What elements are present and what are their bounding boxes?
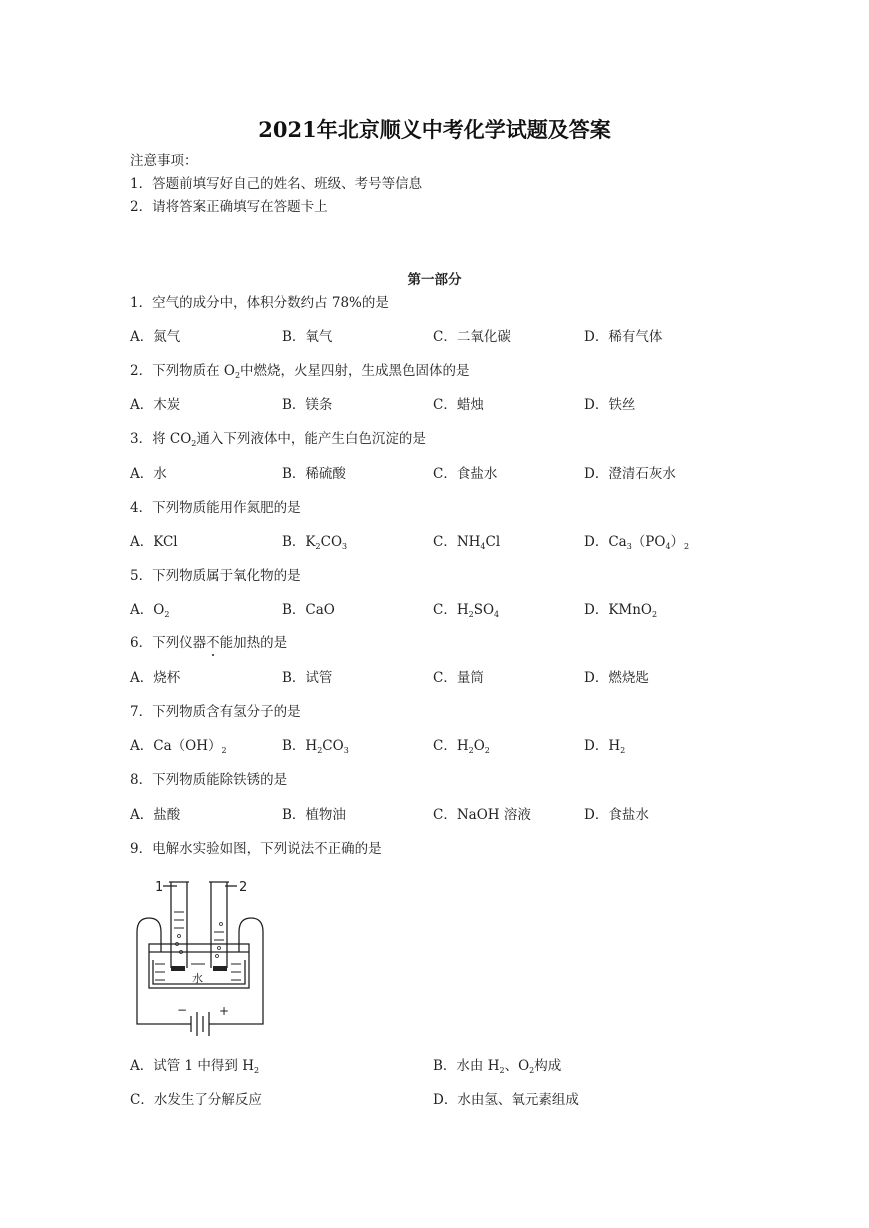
option-b: B．CaO (282, 602, 335, 618)
option-d: D．$Ca_3(PO_4)_2$ (584, 534, 690, 551)
option-d: D．KMnO$_2$ (584, 602, 658, 619)
option-c: C．$H_2SO_4$ (433, 602, 500, 619)
water-label: 水 (192, 972, 203, 985)
option-a: A．盐酸 (130, 807, 181, 823)
option-a: A．氮气 (130, 329, 181, 345)
page-title: 2021年北京顺义中考化学试题及答案 (258, 117, 611, 142)
option-b: B．氧气 (282, 329, 333, 345)
question-stem: 1．空气的成分中，体积分数约占 78%的是 (130, 295, 389, 311)
option-d: D．澄清石灰水 (584, 466, 676, 482)
option-d: D．水由氢、氧元素组成 (433, 1092, 579, 1108)
option-a: A．试管 1 中得到 $H_2$ (130, 1058, 260, 1075)
option-a: A．KCl (130, 534, 178, 550)
option-d: D．铁丝 (584, 397, 636, 413)
option-a: A．烧杯 (130, 670, 181, 686)
option-c: C．$NH_4Cl$ (433, 534, 501, 551)
question-stem: 5．下列物质属于氧化物的是 (130, 568, 301, 584)
option-a: A．$Ca(OH)_2$ (130, 738, 227, 755)
option-b: B．试管 (282, 670, 333, 686)
option-c: C．二氧化碳 (433, 329, 511, 345)
option-b: B．$H_2CO_3$ (282, 738, 349, 755)
option-d: D．$H_2$ (584, 738, 626, 755)
question-stem: 7．下列物质含有氢分子的是 (130, 704, 301, 720)
question-stem: 9．电解水实验如图，下列说法不正确的是 (130, 841, 382, 857)
section-title: 第一部分 (407, 272, 462, 288)
option-b: B．稀硫酸 (282, 466, 346, 482)
notice-item-1: 1．答题前填写好自己的姓名、班级、考号等信息 (130, 176, 423, 192)
option-c: C．量筒 (433, 670, 484, 686)
option-c: C．食盐水 (433, 466, 498, 482)
question-stem: 2．下列物质在 $O_2$中燃烧，火星四射，生成黑色固体的是 (130, 363, 470, 380)
option-a: A．水 (130, 466, 167, 482)
notice-heading: 注意事项： (130, 153, 198, 169)
option-d: D．稀有气体 (584, 329, 663, 345)
notice-item-2: 2．请将答案正确填写在答题卡上 (130, 199, 328, 215)
option-a: A．$O_2$ (130, 602, 170, 619)
option-b: B．$K_2CO_3$ (282, 534, 348, 551)
minus-sign: − (177, 1003, 188, 1017)
tube-label-2: 2 (239, 880, 248, 895)
option-c: C．水发生了分解反应 (130, 1092, 262, 1108)
question-stem: 8．下列物质能除铁锈的是 (130, 772, 288, 788)
option-d: D．燃烧匙 (584, 670, 649, 686)
question-stem: 3．将 $CO_2$通入下列液体中，能产生白色沉淀的是 (130, 431, 426, 448)
option-b: B．植物油 (282, 807, 346, 823)
option-b: B．水由 $H_2$、$O_2$构成 (433, 1058, 562, 1075)
plus-sign: + (219, 1004, 230, 1018)
tube-label-1: 1 (155, 880, 164, 895)
option-a: A．木炭 (130, 397, 181, 413)
option-c: C．蜡烛 (433, 397, 484, 413)
option-b: B．镁条 (282, 397, 333, 413)
option-d: D．食盐水 (584, 807, 649, 823)
option-c: C．NaOH 溶液 (433, 807, 531, 823)
option-c: C．$H_2O_2$ (433, 738, 490, 755)
electrolysis-figure (125, 872, 275, 1044)
question-stem: 4．下列物质能用作氮肥的是 (130, 500, 301, 516)
question-stem: 6．下列仪器不能加热的是 (130, 635, 288, 651)
emphasis-mark: 不 (206, 635, 220, 651)
